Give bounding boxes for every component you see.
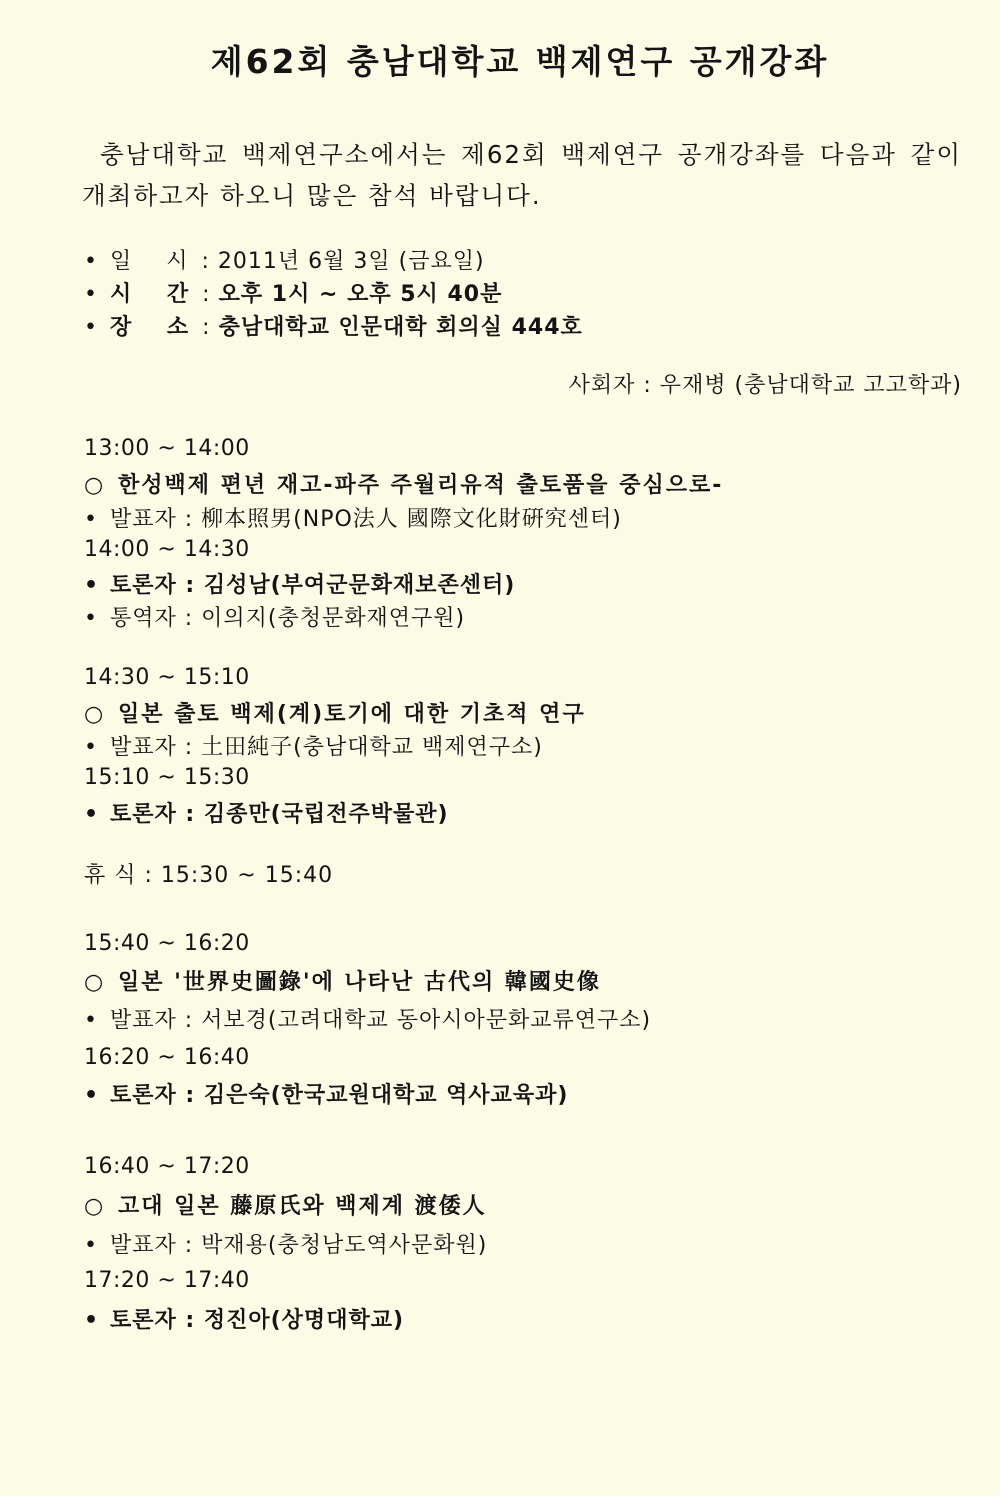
session-1-interpreter-row bbox=[84, 601, 465, 632]
bullet-icon: • bbox=[84, 735, 98, 760]
session-3-presenter: 발표자 : 서보경(고려대학교 동아시아문화교류연구소) bbox=[110, 1008, 652, 1033]
session-2-time: 14:30 ~ 15:10 bbox=[84, 665, 250, 690]
info-time bbox=[84, 277, 502, 308]
session-1-presenter: 발표자 : 柳本照男(NPO法人 國際文化財硏究센터) bbox=[110, 507, 622, 532]
chairperson: 사회자 : 우재병 (충남대학교 고고학과) bbox=[568, 373, 962, 398]
circle-icon: ○ bbox=[84, 970, 106, 995]
time-value: 오후 1시 ~ 오후 5시 40분 bbox=[218, 282, 503, 307]
info-date bbox=[84, 244, 485, 275]
intro-paragraph: 충남대학교 백제연구소에서는 제62회 백제연구 공개강좌를 다음과 같이 개최하고자 하오니 많은 참석 바랍니다. bbox=[82, 140, 962, 210]
bullet-icon: • bbox=[84, 315, 98, 340]
bullet-icon: • bbox=[84, 507, 98, 532]
bullet-icon: • bbox=[84, 1083, 100, 1108]
session-3-time: 15:40 ~ 16:20 bbox=[84, 931, 250, 956]
circle-icon: ○ bbox=[84, 473, 106, 498]
colon: : bbox=[202, 315, 211, 340]
bullet-icon: • bbox=[84, 1308, 100, 1333]
colon: : bbox=[201, 249, 210, 274]
session-3-topic-row bbox=[84, 965, 601, 996]
info-place bbox=[84, 310, 583, 341]
session-1-presenter-row bbox=[84, 502, 622, 533]
session-1-interpreter: 통역자 : 이의지(충청문화재연구원) bbox=[110, 606, 466, 631]
bullet-icon: • bbox=[84, 249, 98, 274]
session-2-topic-row bbox=[84, 697, 586, 728]
session-4-topic-row bbox=[84, 1189, 487, 1220]
session-3-discussant-row bbox=[84, 1078, 568, 1109]
session-4-presenter-row bbox=[84, 1228, 487, 1259]
circle-icon: ○ bbox=[84, 1194, 106, 1219]
session-2-topic: 일본 출토 백제(계)토기에 대한 기초적 연구 bbox=[118, 702, 586, 727]
session-1-time: 13:00 ~ 14:00 bbox=[84, 436, 250, 461]
session-2-presenter-row bbox=[84, 730, 543, 761]
session-1-discussant: 토론자 : 김성남(부여군문화재보존센터) bbox=[110, 573, 516, 598]
bullet-icon: • bbox=[84, 606, 98, 631]
session-4-time: 16:40 ~ 17:20 bbox=[84, 1154, 250, 1179]
session-4-discussant-row bbox=[84, 1303, 404, 1334]
session-3-discussion-time: 16:20 ~ 16:40 bbox=[84, 1045, 250, 1070]
date-label: 일 시 bbox=[110, 249, 202, 274]
session-3-topic: 일본 '世界史圖錄'에 나타난 古代의 韓國史像 bbox=[118, 970, 601, 995]
session-3-discussant: 토론자 : 김은숙(한국교원대학교 역사교육과) bbox=[110, 1083, 569, 1108]
session-4-discussion-time: 17:20 ~ 17:40 bbox=[84, 1268, 250, 1293]
session-4-presenter: 발표자 : 박재용(충청남도역사문화원) bbox=[110, 1233, 488, 1258]
place-label: 장 소 bbox=[110, 315, 203, 340]
time-label: 시 간 bbox=[110, 282, 203, 307]
session-2-presenter: 발표자 : 土田純子(충남대학교 백제연구소) bbox=[110, 735, 543, 760]
session-1-discussant-row bbox=[84, 568, 515, 599]
session-2-discussion-time: 15:10 ~ 15:30 bbox=[84, 765, 250, 790]
session-3-presenter-row bbox=[84, 1003, 651, 1034]
bullet-icon: • bbox=[84, 573, 100, 598]
bullet-icon: • bbox=[84, 1233, 98, 1258]
bullet-icon: • bbox=[84, 802, 100, 827]
colon: : bbox=[202, 282, 211, 307]
session-1-topic-row bbox=[84, 468, 723, 499]
session-1-topic: 한성백제 편년 재고-파주 주월리유적 출토품을 중심으로- bbox=[118, 473, 724, 498]
place-value: 충남대학교 인문대학 회의실 444호 bbox=[218, 315, 583, 340]
circle-icon: ○ bbox=[84, 702, 106, 727]
session-2-discussant: 토론자 : 김종만(국립전주박물관) bbox=[110, 802, 449, 827]
bullet-icon: • bbox=[84, 1008, 98, 1033]
bullet-icon: • bbox=[84, 282, 98, 307]
break-time: 휴 식 : 15:30 ~ 15:40 bbox=[84, 863, 334, 888]
date-value: 2011년 6월 3일 (금요일) bbox=[217, 249, 485, 274]
session-1-discussion-time: 14:00 ~ 14:30 bbox=[84, 537, 250, 562]
session-4-topic: 고대 일본 藤原氏와 백제계 渡倭人 bbox=[118, 1194, 487, 1219]
session-4-discussant: 토론자 : 정진아(상명대학교) bbox=[110, 1308, 404, 1333]
page-title: 제62회 충남대학교 백제연구 공개강좌 bbox=[210, 42, 830, 81]
session-2-discussant-row bbox=[84, 797, 449, 828]
